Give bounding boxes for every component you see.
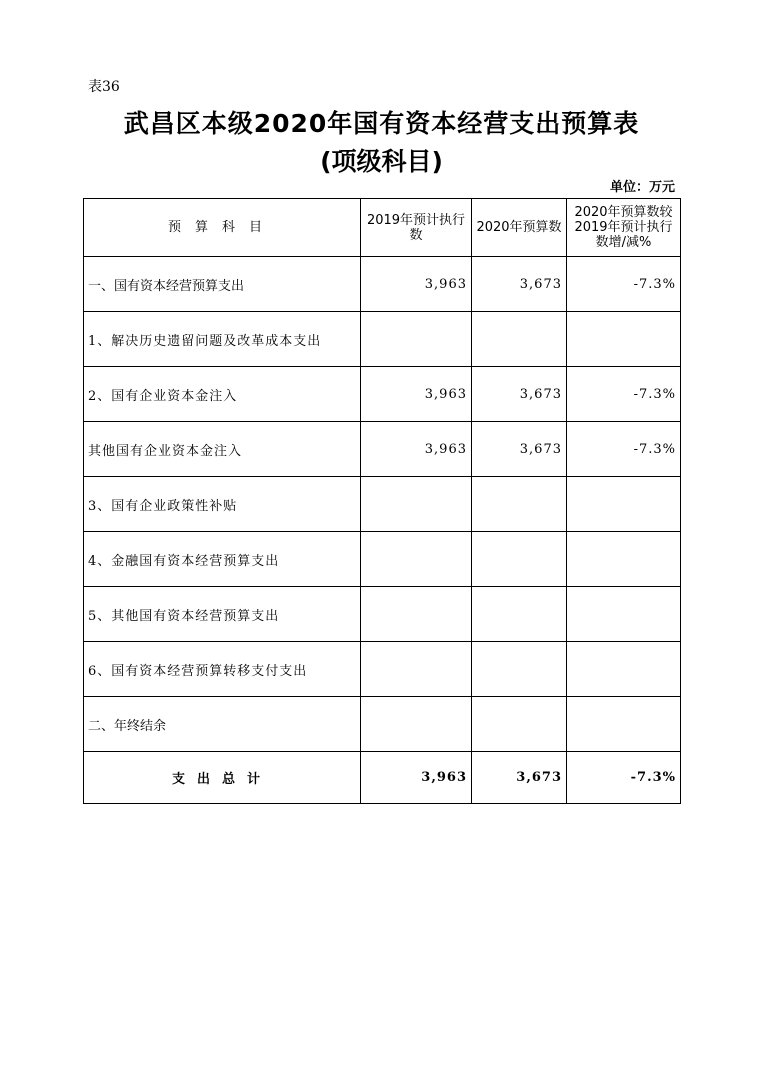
row-2020-value xyxy=(472,697,567,752)
row-2020-value xyxy=(472,477,567,532)
row-2020-value xyxy=(472,642,567,697)
row-2019-value xyxy=(361,312,472,367)
total-2020-value: 3,673 xyxy=(472,752,567,804)
row-2019-value: 3,963 xyxy=(361,367,472,422)
row-label: 2、国有企业资本金注入 xyxy=(84,367,361,422)
row-2019-value: 3,963 xyxy=(361,257,472,312)
row-label: 一、国有资本经营预算支出 xyxy=(84,257,361,312)
table-row xyxy=(84,257,681,312)
row-change-value xyxy=(567,477,681,532)
row-2020-value xyxy=(472,587,567,642)
row-label: 3、国有企业政策性补贴 xyxy=(84,477,361,532)
header-subject: 预算科目 xyxy=(84,199,361,257)
row-label: 1、解决历史遗留问题及改革成本支出 xyxy=(84,312,361,367)
unit-label: 单位：万元 xyxy=(609,180,675,195)
row-2019-value xyxy=(361,642,472,697)
header-2019-estimate: 2019年预计执行数 xyxy=(361,199,472,257)
row-2020-value xyxy=(472,532,567,587)
row-change-value xyxy=(567,312,681,367)
page-title: 武昌区本级2020年国有资本经营支出预算表 xyxy=(123,109,640,138)
row-change-value xyxy=(567,532,681,587)
row-2020-value: 3,673 xyxy=(472,422,567,477)
row-change-value: -7.3% xyxy=(567,422,681,477)
table-row xyxy=(84,367,681,422)
row-2020-value: 3,673 xyxy=(472,257,567,312)
table-row xyxy=(84,642,681,697)
row-change-value: -7.3% xyxy=(567,257,681,312)
page-subtitle: (项级科目) xyxy=(320,147,443,176)
row-label: 6、国有资本经营预算转移支付支出 xyxy=(84,642,361,697)
row-2019-value: 3,963 xyxy=(361,422,472,477)
table-row xyxy=(84,532,681,587)
table-row xyxy=(84,697,681,752)
row-2019-value xyxy=(361,477,472,532)
row-change-value xyxy=(567,642,681,697)
table-row xyxy=(84,312,681,367)
total-label: 支出总计 xyxy=(84,752,361,804)
table-row xyxy=(84,477,681,532)
row-label: 其他国有企业资本金注入 xyxy=(84,422,361,477)
table-header-row xyxy=(84,199,681,257)
total-2019-value: 3,963 xyxy=(361,752,472,804)
row-label: 4、金融国有资本经营预算支出 xyxy=(84,532,361,587)
row-label: 5、其他国有资本经营预算支出 xyxy=(84,587,361,642)
table-row xyxy=(84,422,681,477)
row-change-value: -7.3% xyxy=(567,367,681,422)
row-2020-value xyxy=(472,312,567,367)
row-label: 二、年终结余 xyxy=(84,697,361,752)
table-number: 表36 xyxy=(88,79,120,95)
total-row xyxy=(84,752,681,804)
row-2019-value xyxy=(361,587,472,642)
row-2019-value xyxy=(361,532,472,587)
row-change-value xyxy=(567,697,681,752)
budget-table xyxy=(83,198,681,804)
header-2020-budget: 2020年预算数 xyxy=(472,199,567,257)
table-row xyxy=(84,587,681,642)
total-change-value: -7.3% xyxy=(567,752,681,804)
row-2019-value xyxy=(361,697,472,752)
row-2020-value: 3,673 xyxy=(472,367,567,422)
header-change-percent: 2020年预算数较2019年预计执行数增/减% xyxy=(567,199,681,257)
row-change-value xyxy=(567,587,681,642)
